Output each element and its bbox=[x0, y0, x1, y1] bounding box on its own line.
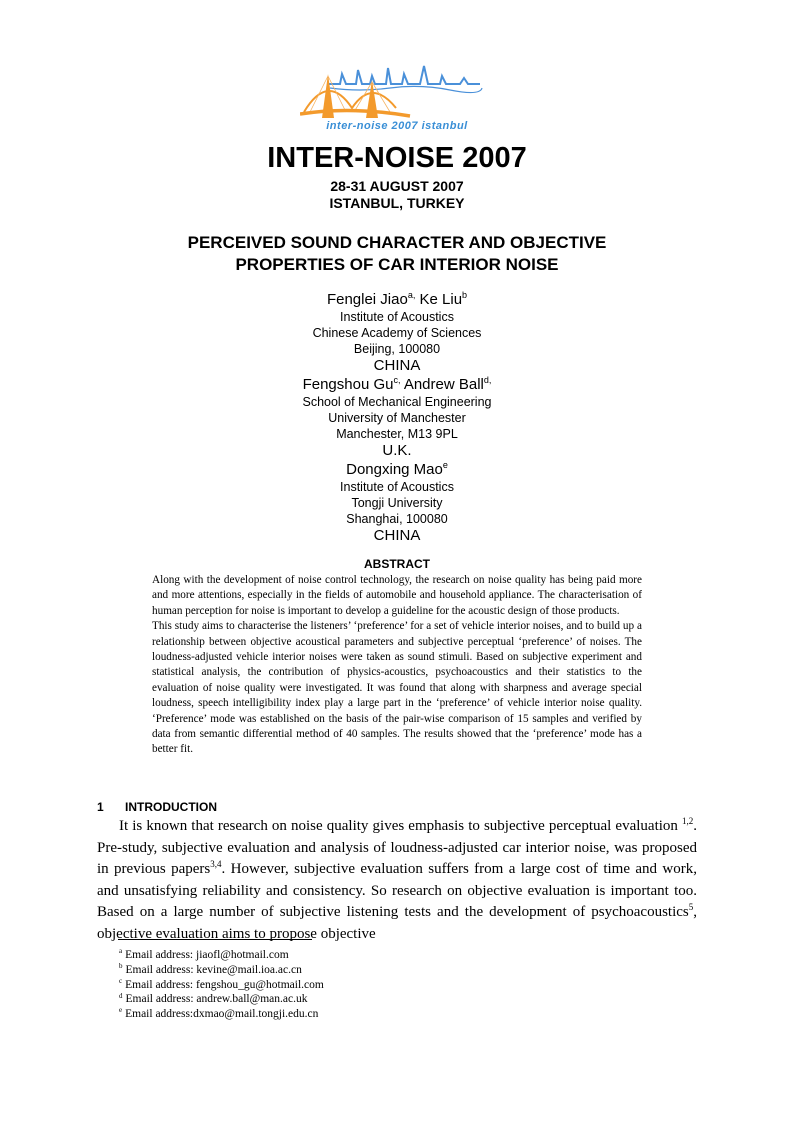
logo-text: inter-noise 2007 istanbul bbox=[326, 120, 468, 132]
footnote bbox=[119, 948, 619, 963]
citation: 1,2 bbox=[682, 816, 694, 826]
conference-date: 28-31 AUGUST 2007 bbox=[330, 178, 464, 194]
body-text: . However, subjective evaluation suffers from a large cost of time and work, and unsatisfying reliability and consistency. So research on objective evaluation is important too. Based on a large number of subjective listening tests and the development of psychoacoustics bbox=[97, 861, 697, 920]
author-name: Ke Liu bbox=[415, 291, 463, 308]
introduction-paragraph bbox=[97, 816, 697, 945]
affiliation-line: School of Mechanical Engineering bbox=[302, 395, 492, 409]
footnote-mark: d bbox=[119, 991, 123, 1000]
paper-title-line-1: PERCEIVED SOUND CHARACTER AND OBJECTIVE bbox=[187, 233, 607, 252]
footnote-mark: c bbox=[119, 976, 123, 985]
author-block bbox=[0, 290, 794, 545]
footnote-text: Email address: fengshou_gu@hotmail.com bbox=[125, 978, 324, 991]
author-mark: a, bbox=[407, 290, 416, 300]
author-mark: c, bbox=[393, 375, 401, 385]
section-title: INTRODUCTION bbox=[125, 800, 217, 814]
footnote-text: Email address: jiaofl@hotmail.com bbox=[125, 949, 289, 961]
conference-title: INTER-NOISE 2007 bbox=[267, 142, 527, 174]
footnote-divider bbox=[118, 939, 312, 940]
author-names-3 bbox=[0, 460, 794, 479]
section-number: 1 bbox=[97, 800, 104, 814]
body-text: It is known that research on noise quality gives emphasis to subjective perceptual evaluation bbox=[119, 818, 682, 834]
affiliation-line: Shanghai, 100080 bbox=[346, 512, 448, 526]
paper-title bbox=[120, 232, 674, 276]
affiliation-country: CHINA bbox=[373, 527, 421, 544]
author-name: Fengshou Gu bbox=[302, 376, 394, 393]
author-mark: d, bbox=[483, 375, 492, 385]
footnote bbox=[119, 1007, 619, 1022]
affiliation-line: Tongji University bbox=[351, 496, 443, 510]
conference-place: ISTANBUL, TURKEY bbox=[329, 195, 465, 211]
author-mark: e bbox=[442, 460, 448, 470]
abstract-body bbox=[152, 573, 642, 758]
footnote-mark: a bbox=[119, 947, 123, 956]
footnote bbox=[119, 978, 619, 993]
footnotes bbox=[119, 948, 619, 1022]
author-name: Dongxing Mao bbox=[346, 461, 443, 478]
affiliation-line: Institute of Acoustics bbox=[340, 480, 454, 494]
abstract-paragraph-1: Along with the development of noise control technology, the research on noise quality has being paid more and more attentions, especially in the fields of automobile and household appliance. The characterisation of human perception for noise is important to develop a guideline for the acoustic design of those products. bbox=[152, 574, 642, 617]
footnote-mark: e bbox=[119, 1006, 123, 1015]
author-mark: b bbox=[462, 290, 468, 300]
abstract-heading: ABSTRACT bbox=[364, 557, 430, 571]
author-names-1 bbox=[0, 290, 794, 309]
affiliation-country: CHINA bbox=[373, 357, 421, 374]
affiliation-country: U.K. bbox=[382, 442, 412, 459]
citation: 5 bbox=[688, 902, 694, 912]
affiliation-line: University of Manchester bbox=[328, 411, 466, 425]
author-name: Fenglei Jiao bbox=[326, 291, 408, 308]
introduction-body bbox=[97, 816, 697, 945]
footnote-mark: b bbox=[119, 961, 123, 970]
section-heading bbox=[97, 800, 217, 814]
affiliation-line: Chinese Academy of Sciences bbox=[312, 326, 482, 340]
citation: 3,4 bbox=[210, 859, 222, 869]
affiliation-line: Manchester, M13 9PL bbox=[336, 427, 458, 441]
author-names-2 bbox=[0, 375, 794, 394]
body-text: . Pre-study, subjective evaluation and analysis of loudness-adjusted car interior noise, was proposed in previous papers bbox=[97, 818, 697, 877]
body-text: , objective evaluation aims to propose objective bbox=[97, 904, 697, 942]
footnote-text: Email address: kevine@mail.ioa.ac.cn bbox=[125, 963, 302, 976]
affiliation-line: Institute of Acoustics bbox=[340, 310, 454, 324]
footnote-text: Email address:dxmao@mail.tongji.edu.cn bbox=[125, 1008, 319, 1021]
abstract-paragraph-2: This study aims to characterise the listeners’ ‘preference’ for a set of vehicle interior noises, and to build up a relationship between objective acoustical parameters and subjective perceptual ‘preference’ of noises. The loudness-adjusted vehicle interior noises were taken as sound stimuli. Based on subjective experiment and statistical analysis, the contribution of physics-acoustics, psychoacoustics and their statistics to the evaluation of noise quality were investigated. It was found that along with sharpness and average special loudness, speech intelligibility index play a large part in the ‘preference’ of vehicle interior noise quality. ‘Preference’ mode was established on the basis of the pair-wise comparison of 15 samples and verified by data from semantic differential method of 40 samples. The results showed that the ‘preference’ mode has a better fit. bbox=[152, 620, 642, 756]
author-name: Andrew Ball bbox=[400, 376, 484, 393]
paper-title-line-2: PROPERTIES OF CAR INTERIOR NOISE bbox=[235, 255, 559, 274]
footnote bbox=[119, 992, 619, 1007]
footnote bbox=[119, 963, 619, 978]
footnote-text: Email address: andrew.ball@man.ac.uk bbox=[125, 993, 308, 1006]
affiliation-line: Beijing, 100080 bbox=[353, 342, 441, 356]
